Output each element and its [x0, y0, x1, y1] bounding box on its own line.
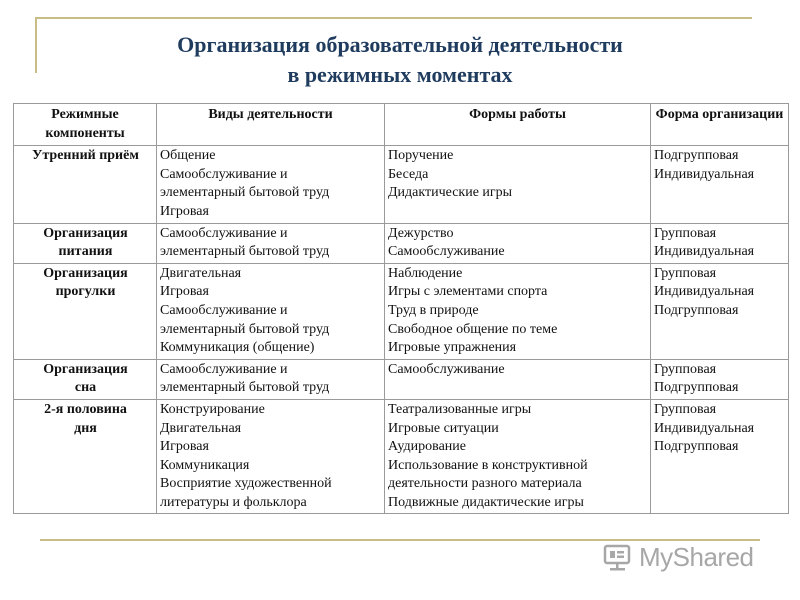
cell-line: Игровые ситуации [388, 420, 499, 436]
cell-line: элементарный бытовой труд [160, 321, 330, 337]
cell-line: Утренний приём [32, 148, 139, 164]
table-row [14, 146, 789, 223]
cell-line: Индивидуальная [654, 420, 755, 436]
organization-cell [651, 146, 789, 223]
header-activities: Виды деятельности [157, 104, 385, 146]
cell-line: Самообслуживание и [160, 225, 288, 241]
cell-line: Свободное общение по теме [388, 321, 558, 337]
cell-line: Групповая [654, 225, 717, 241]
cell-line: сна [74, 380, 97, 396]
cell-line: Двигательная [160, 265, 242, 281]
forms-cell [385, 263, 651, 359]
organization-cell [651, 263, 789, 359]
organization-cell [651, 399, 789, 514]
cell-line: Самообслуживание и [160, 302, 288, 318]
forms-cell [385, 146, 651, 223]
activities-cell [157, 146, 385, 223]
table-body [14, 146, 789, 514]
cell-line: Игровые упражнения [388, 340, 517, 356]
cell-line: Самообслуживание и [160, 166, 288, 182]
cell-line: Аудирование [388, 439, 466, 455]
cell-line: элементарный бытовой труд [160, 380, 330, 396]
myshared-logo-icon [603, 542, 633, 572]
table-row [14, 399, 789, 514]
cell-line: Дежурство [388, 225, 454, 241]
cell-line: Групповая [654, 361, 717, 377]
cell-line: Труд в природе [388, 302, 479, 318]
cell-line: Общение [160, 148, 216, 164]
cell-line: Групповая [654, 401, 717, 417]
cell-line: Наблюдение [388, 265, 463, 281]
cell-line: Игровая [160, 439, 209, 455]
cell-line: Подгрупповая [654, 439, 739, 455]
cell-line: питания [58, 244, 113, 260]
cell-line: 2-я половина [44, 401, 127, 417]
cell-line: Игры с элементами спорта [388, 284, 548, 300]
cell-line: Самообслуживание и [160, 361, 288, 377]
cell-line: Самообслуживание [388, 361, 505, 377]
cell-line: Коммуникация [160, 457, 250, 473]
organization-cell [651, 359, 789, 399]
cell-line: Индивидуальная [654, 244, 755, 260]
cell-line: дня [74, 420, 97, 436]
schedule-table-wrapper [13, 103, 789, 514]
cell-line: Поручение [388, 148, 454, 164]
cell-line: Подгрупповая [654, 302, 739, 318]
myshared-logo-text: MyShared [639, 541, 754, 572]
forms-cell [385, 223, 651, 263]
title-line-2: в режимных моментах [287, 62, 513, 87]
cell-line: Организация [43, 361, 128, 377]
header-organization: Форма организации [651, 104, 789, 146]
cell-line: деятельности разного материала [388, 476, 582, 492]
table-header-row [14, 104, 789, 146]
organization-cell [651, 223, 789, 263]
left-frame-line [35, 17, 37, 73]
schedule-table [13, 103, 789, 514]
table-row [14, 263, 789, 359]
component-cell [14, 146, 157, 223]
cell-line: Театрализованные игры [388, 401, 532, 417]
cell-line: Самообслуживание [388, 244, 505, 260]
cell-line: Организация [43, 265, 128, 281]
cell-line: Индивидуальная [654, 166, 755, 182]
title-line-1: Организация образовательной деятельности [177, 32, 623, 57]
cell-line: Коммуникация (общение) [160, 340, 315, 356]
component-cell [14, 399, 157, 514]
cell-line: литературы и фольклора [160, 494, 307, 510]
cell-line: Подгрупповая [654, 148, 739, 164]
cell-line: Организация [43, 225, 128, 241]
activities-cell [157, 399, 385, 514]
cell-line: элементарный бытовой труд [160, 185, 330, 201]
cell-line: Игровая [160, 284, 209, 300]
cell-line: прогулки [55, 284, 116, 300]
cell-line: Индивидуальная [654, 284, 755, 300]
cell-line: Подгрупповая [654, 380, 739, 396]
activities-cell [157, 223, 385, 263]
header-components: Режимные компоненты [14, 104, 157, 146]
component-cell [14, 359, 157, 399]
activities-cell [157, 263, 385, 359]
cell-line: Дидактические игры [388, 185, 513, 201]
cell-line: элементарный бытовой труд [160, 244, 330, 260]
cell-line: Беседа [388, 166, 429, 182]
forms-cell [385, 399, 651, 514]
cell-line: Использование в конструктивной [388, 457, 588, 473]
top-frame-line [35, 17, 752, 19]
component-cell [14, 223, 157, 263]
activities-cell [157, 359, 385, 399]
header-forms: Формы работы [385, 104, 651, 146]
cell-line: Групповая [654, 265, 717, 281]
cell-line: Подвижные дидактические игры [388, 494, 584, 510]
cell-line: Восприятие художественной [160, 476, 332, 492]
table-row [14, 223, 789, 263]
component-cell [14, 263, 157, 359]
cell-line: Двигательная [160, 420, 242, 436]
forms-cell [385, 359, 651, 399]
cell-line: Конструирование [160, 401, 265, 417]
myshared-logo [603, 540, 754, 574]
cell-line: Игровая [160, 203, 209, 219]
slide-title [60, 30, 740, 90]
table-row [14, 359, 789, 399]
